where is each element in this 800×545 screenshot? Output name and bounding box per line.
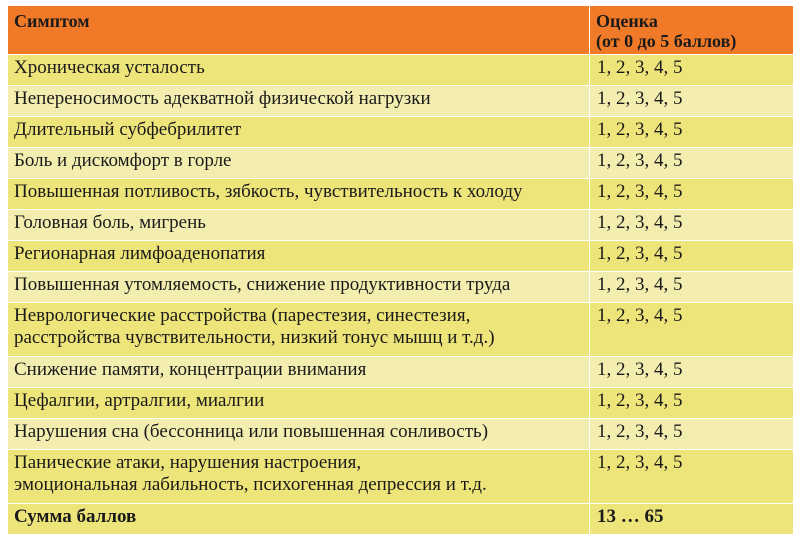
- table-row: [8, 357, 794, 388]
- symptom-cell: Головная боль, мигрень: [8, 210, 590, 241]
- symptom-line: расстройства чувствительности, низкий тонус мышц и т.д.): [14, 327, 495, 348]
- total-value: 13 … 65: [590, 504, 794, 535]
- table-row: [8, 179, 794, 210]
- header-symptom: Симптом: [8, 6, 590, 55]
- table-row: [8, 388, 794, 419]
- table-row: [8, 86, 794, 117]
- symptom-line: Панические атаки, нарушения настроения,: [14, 452, 362, 473]
- score-cell: 1, 2, 3, 4, 5: [590, 357, 794, 388]
- symptom-line: эмоциональная лабильность, психогенная депрессия и т.д.: [14, 474, 487, 495]
- table-row: [8, 241, 794, 272]
- header-score-line1: Оценка: [596, 11, 658, 31]
- symptom-cell: [8, 450, 590, 504]
- score-cell: 1, 2, 3, 4, 5: [590, 55, 794, 86]
- score-cell: 1, 2, 3, 4, 5: [590, 117, 794, 148]
- total-row: [8, 504, 794, 535]
- header-score: [590, 6, 794, 55]
- table-row: [8, 303, 794, 357]
- symptom-cell: Цефалгии, артралгии, миалгии: [8, 388, 590, 419]
- total-label: Сумма баллов: [8, 504, 590, 535]
- table-row: [8, 272, 794, 303]
- symptom-score-table: [7, 5, 794, 535]
- score-cell: 1, 2, 3, 4, 5: [590, 179, 794, 210]
- symptom-cell: Снижение памяти, концентрации внимания: [8, 357, 590, 388]
- symptom-cell: Хроническая усталость: [8, 55, 590, 86]
- table-row: [8, 55, 794, 86]
- symptom-cell: Повышенная утомляемость, снижение продуктивности труда: [8, 272, 590, 303]
- table-row: [8, 450, 794, 504]
- score-cell: 1, 2, 3, 4, 5: [590, 210, 794, 241]
- score-cell: 1, 2, 3, 4, 5: [590, 241, 794, 272]
- symptom-cell: [8, 303, 590, 357]
- score-cell: 1, 2, 3, 4, 5: [590, 86, 794, 117]
- symptom-score-table-container: [7, 5, 793, 535]
- table-row: [8, 210, 794, 241]
- symptom-line: Неврологические расстройства (парестезия, синестезия,: [14, 305, 471, 326]
- symptom-cell: Нарушения сна (бессонница или повышенная сонливость): [8, 419, 590, 450]
- score-cell: 1, 2, 3, 4, 5: [590, 419, 794, 450]
- score-cell: 1, 2, 3, 4, 5: [590, 450, 794, 504]
- score-cell: 1, 2, 3, 4, 5: [590, 303, 794, 357]
- symptom-cell: Боль и дискомфорт в горле: [8, 148, 590, 179]
- header-score-line2: (от 0 до 5 баллов): [596, 31, 737, 51]
- symptom-cell: Длительный субфебрилитет: [8, 117, 590, 148]
- score-cell: 1, 2, 3, 4, 5: [590, 388, 794, 419]
- symptom-cell: Повышенная потливость, зябкость, чувствительность к холоду: [8, 179, 590, 210]
- table-row: [8, 148, 794, 179]
- table-header-row: [8, 6, 794, 55]
- score-cell: 1, 2, 3, 4, 5: [590, 148, 794, 179]
- table-row: [8, 117, 794, 148]
- symptom-cell: Непереносимость адекватной физической нагрузки: [8, 86, 590, 117]
- symptom-cell: Регионарная лимфоаденопатия: [8, 241, 590, 272]
- table-row: [8, 419, 794, 450]
- score-cell: 1, 2, 3, 4, 5: [590, 272, 794, 303]
